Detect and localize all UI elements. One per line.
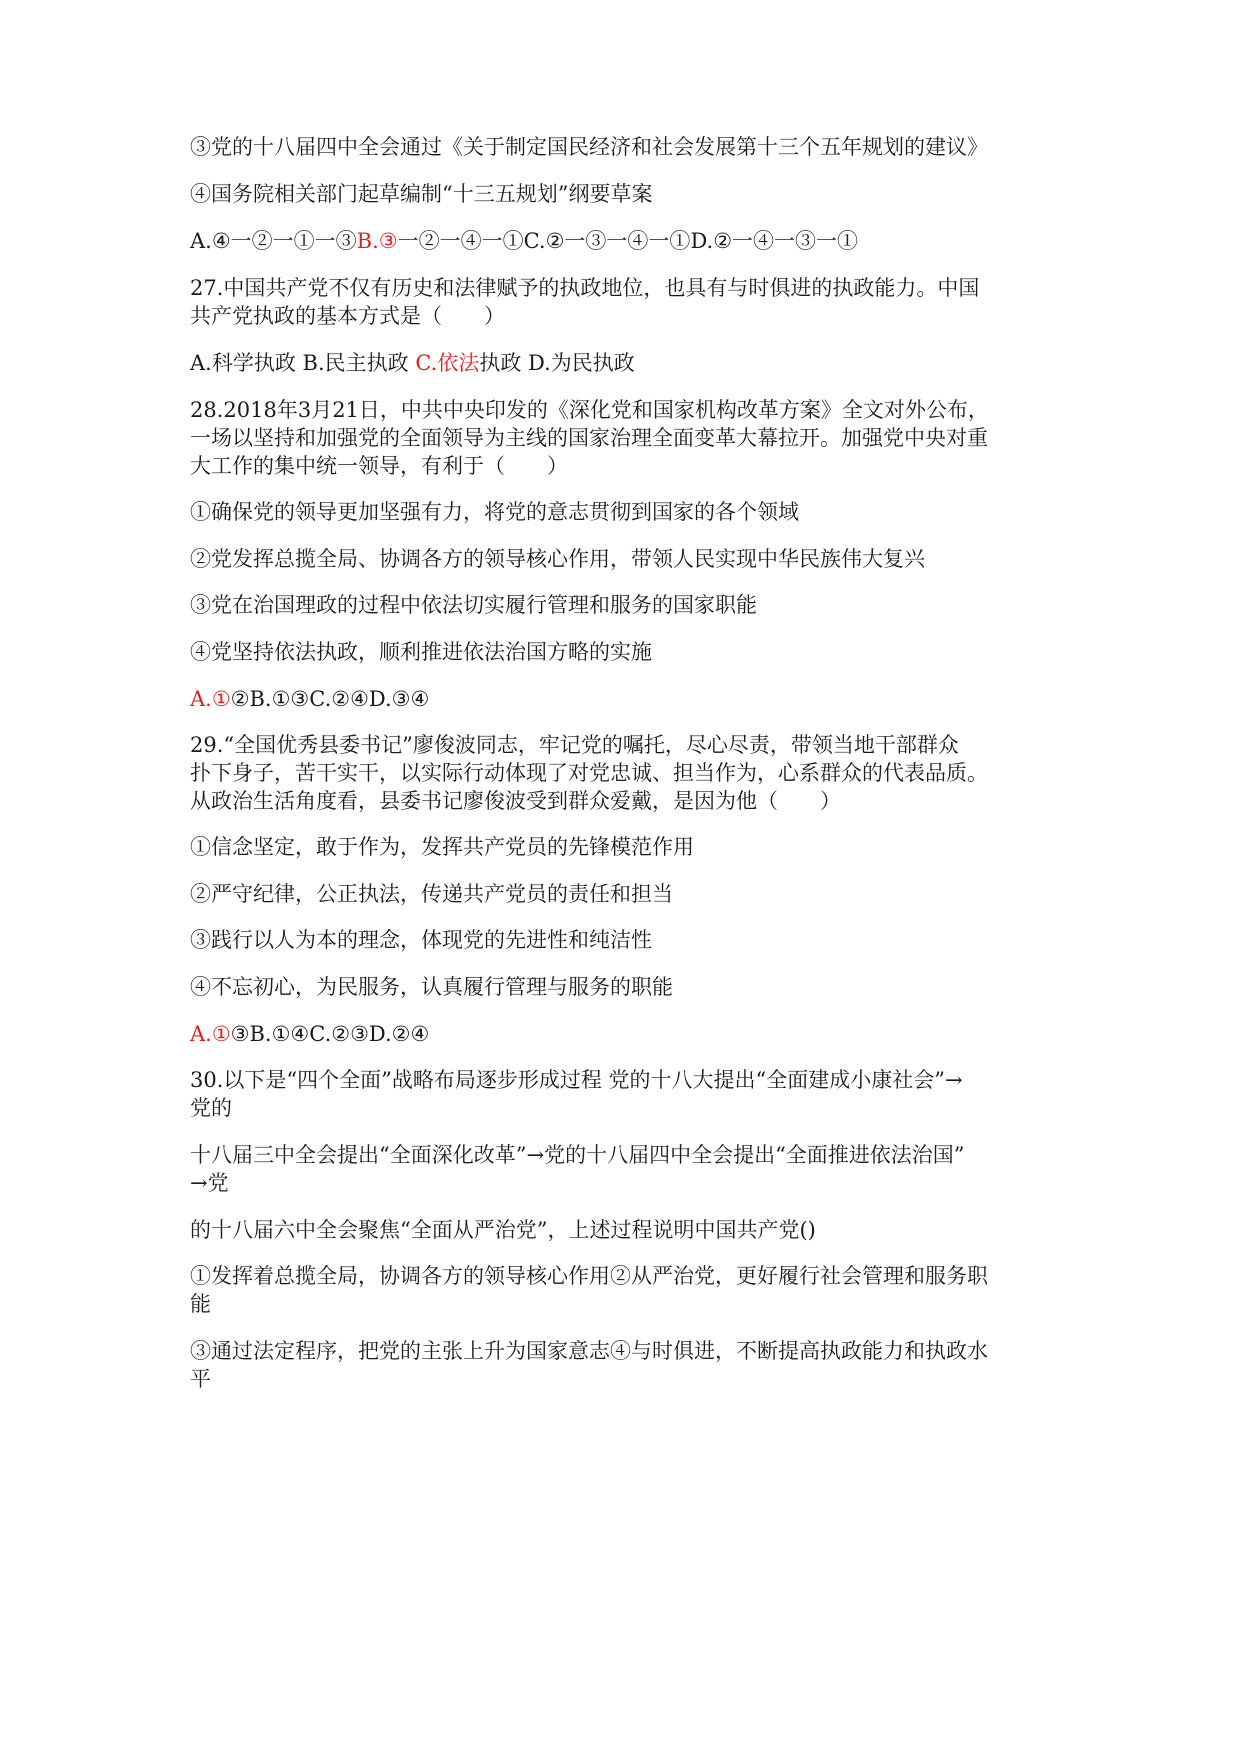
q30-stem-line-5: 的十八届六中全会聚焦“全面从严治党”，上述过程说明中国共产党() [190, 1218, 816, 1242]
q30-stem-line-4: →党 [190, 1171, 229, 1195]
q26-choice-d: D.②一④一③一① [690, 229, 859, 253]
q29-stem-line-1: 29.“全国优秀县委书记”廖俊波同志，牢记党的嘱托，尽心尽责，带领当地干部群众 [190, 733, 959, 757]
q27-choice-c-highlight: C.依法 [415, 351, 480, 375]
q29-option-1: ①信念坚定，敢于作为，发挥共产党员的先锋模范作用 [190, 835, 694, 859]
q28-stem-line-3: 大工作的集中统一领导，有利于（ ） [190, 454, 568, 478]
q28-answer-choices [190, 683, 1070, 716]
q28-option-1: ①确保党的领导更加坚强有力，将党的意志贯彻到国家的各个领域 [190, 500, 799, 524]
q30-options-line-4: 平 [190, 1367, 211, 1391]
q27-stem-line-2: 共产党执政的基本方式是（ ） [190, 304, 505, 328]
q30-options-line-3: ③通过法定程序，把党的主张上升为国家意志④与时俱进，不断提高执政能力和执政水 [190, 1339, 988, 1363]
q27-choice-d: D.为民执政 [528, 351, 635, 375]
q26-option-3: ③党的十八届四中全会通过《关于制定国民经济和社会发展第十三个五年规划的建议》 [190, 135, 988, 159]
q29-option-2: ②严守纪律，公正执法，传递共产党员的责任和担当 [190, 882, 673, 906]
q30-options-line-2: 能 [190, 1292, 211, 1316]
q29-option-4: ④不忘初心，为民服务，认真履行管理与服务的职能 [190, 975, 673, 999]
q27-answer-choices [190, 347, 1070, 380]
q28-stem-line-1: 28.2018年3月21日，中共中央印发的《深化党和国家机构改革方案》全文对外公布， [190, 398, 989, 422]
q28-choices-rest: ②B.①③C.②④D.③④ [230, 687, 430, 711]
q29-stem-line-3: 从政治生活角度看，县委书记廖俊波受到群众爱戴，是因为他（ ） [190, 789, 841, 813]
q28-choice-a-highlight: A.① [190, 687, 231, 711]
q26-choice-a: A.④一②一①一③ [190, 229, 357, 253]
q28-option-3: ③党在治国理政的过程中依法切实履行管理和服务的国家职能 [190, 593, 757, 617]
q29-stem-line-2: 扑下身子，苦干实干，以实际行动体现了对党忠诚、担当作为，心系群众的代表品质。 [190, 761, 988, 785]
q29-choices-rest: ③B.①④C.②③D.②④ [230, 1022, 430, 1046]
q29-choice-a-highlight: A.① [190, 1022, 231, 1046]
q26-choice-b-highlight: ③ [378, 229, 398, 253]
q28-option-4: ④党坚持依法执政，顺利推进依法治国方略的实施 [190, 640, 652, 664]
q29-option-3: ③践行以人为本的理念，体现党的先进性和纯洁性 [190, 928, 652, 952]
q28-stem-line-2: 一场以坚持和加强党的全面领导为主线的国家治理全面变革大幕拉开。加强党中央对重 [190, 426, 988, 450]
q26-option-4: ④国务院相关部门起草编制“十三五规划”纲要草案 [190, 182, 653, 206]
q27-choice-c-rest: 执政 [479, 351, 522, 375]
q26-choice-c: C.②一③一④一① [523, 229, 691, 253]
q28-option-2: ②党发挥总揽全局、协调各方的领导核心作用，带领人民实现中华民族伟大复兴 [190, 547, 925, 571]
q26-answer-choices [190, 225, 1070, 258]
q30-stem-line-1: 30.以下是“四个全面”战略布局逐步形成过程 党的十八大提出“全面建成小康社会”→ [190, 1068, 963, 1092]
q29-answer-choices [190, 1018, 1070, 1051]
q27-choice-a: A.科学执政 [190, 351, 296, 375]
q30-stem-line-2: 党的 [190, 1096, 232, 1120]
q26-choice-b-label: B. [356, 229, 379, 253]
q30-options-line-1: ①发挥着总揽全局，协调各方的领导核心作用②从严治党，更好履行社会管理和服务职 [190, 1264, 988, 1288]
q30-stem-line-3: 十八届三中全会提出“全面深化改革”→党的十八届四中全会提出“全面推进依法治国” [190, 1143, 965, 1167]
q26-choice-b-rest: 一②一④一① [397, 229, 524, 253]
q27-choice-b: B.民主执政 [302, 351, 409, 375]
q27-stem-line-1: 27.中国共产党不仅有历史和法律赋予的执政地位，也具有与时俱进的执政能力。中国 [190, 276, 980, 300]
